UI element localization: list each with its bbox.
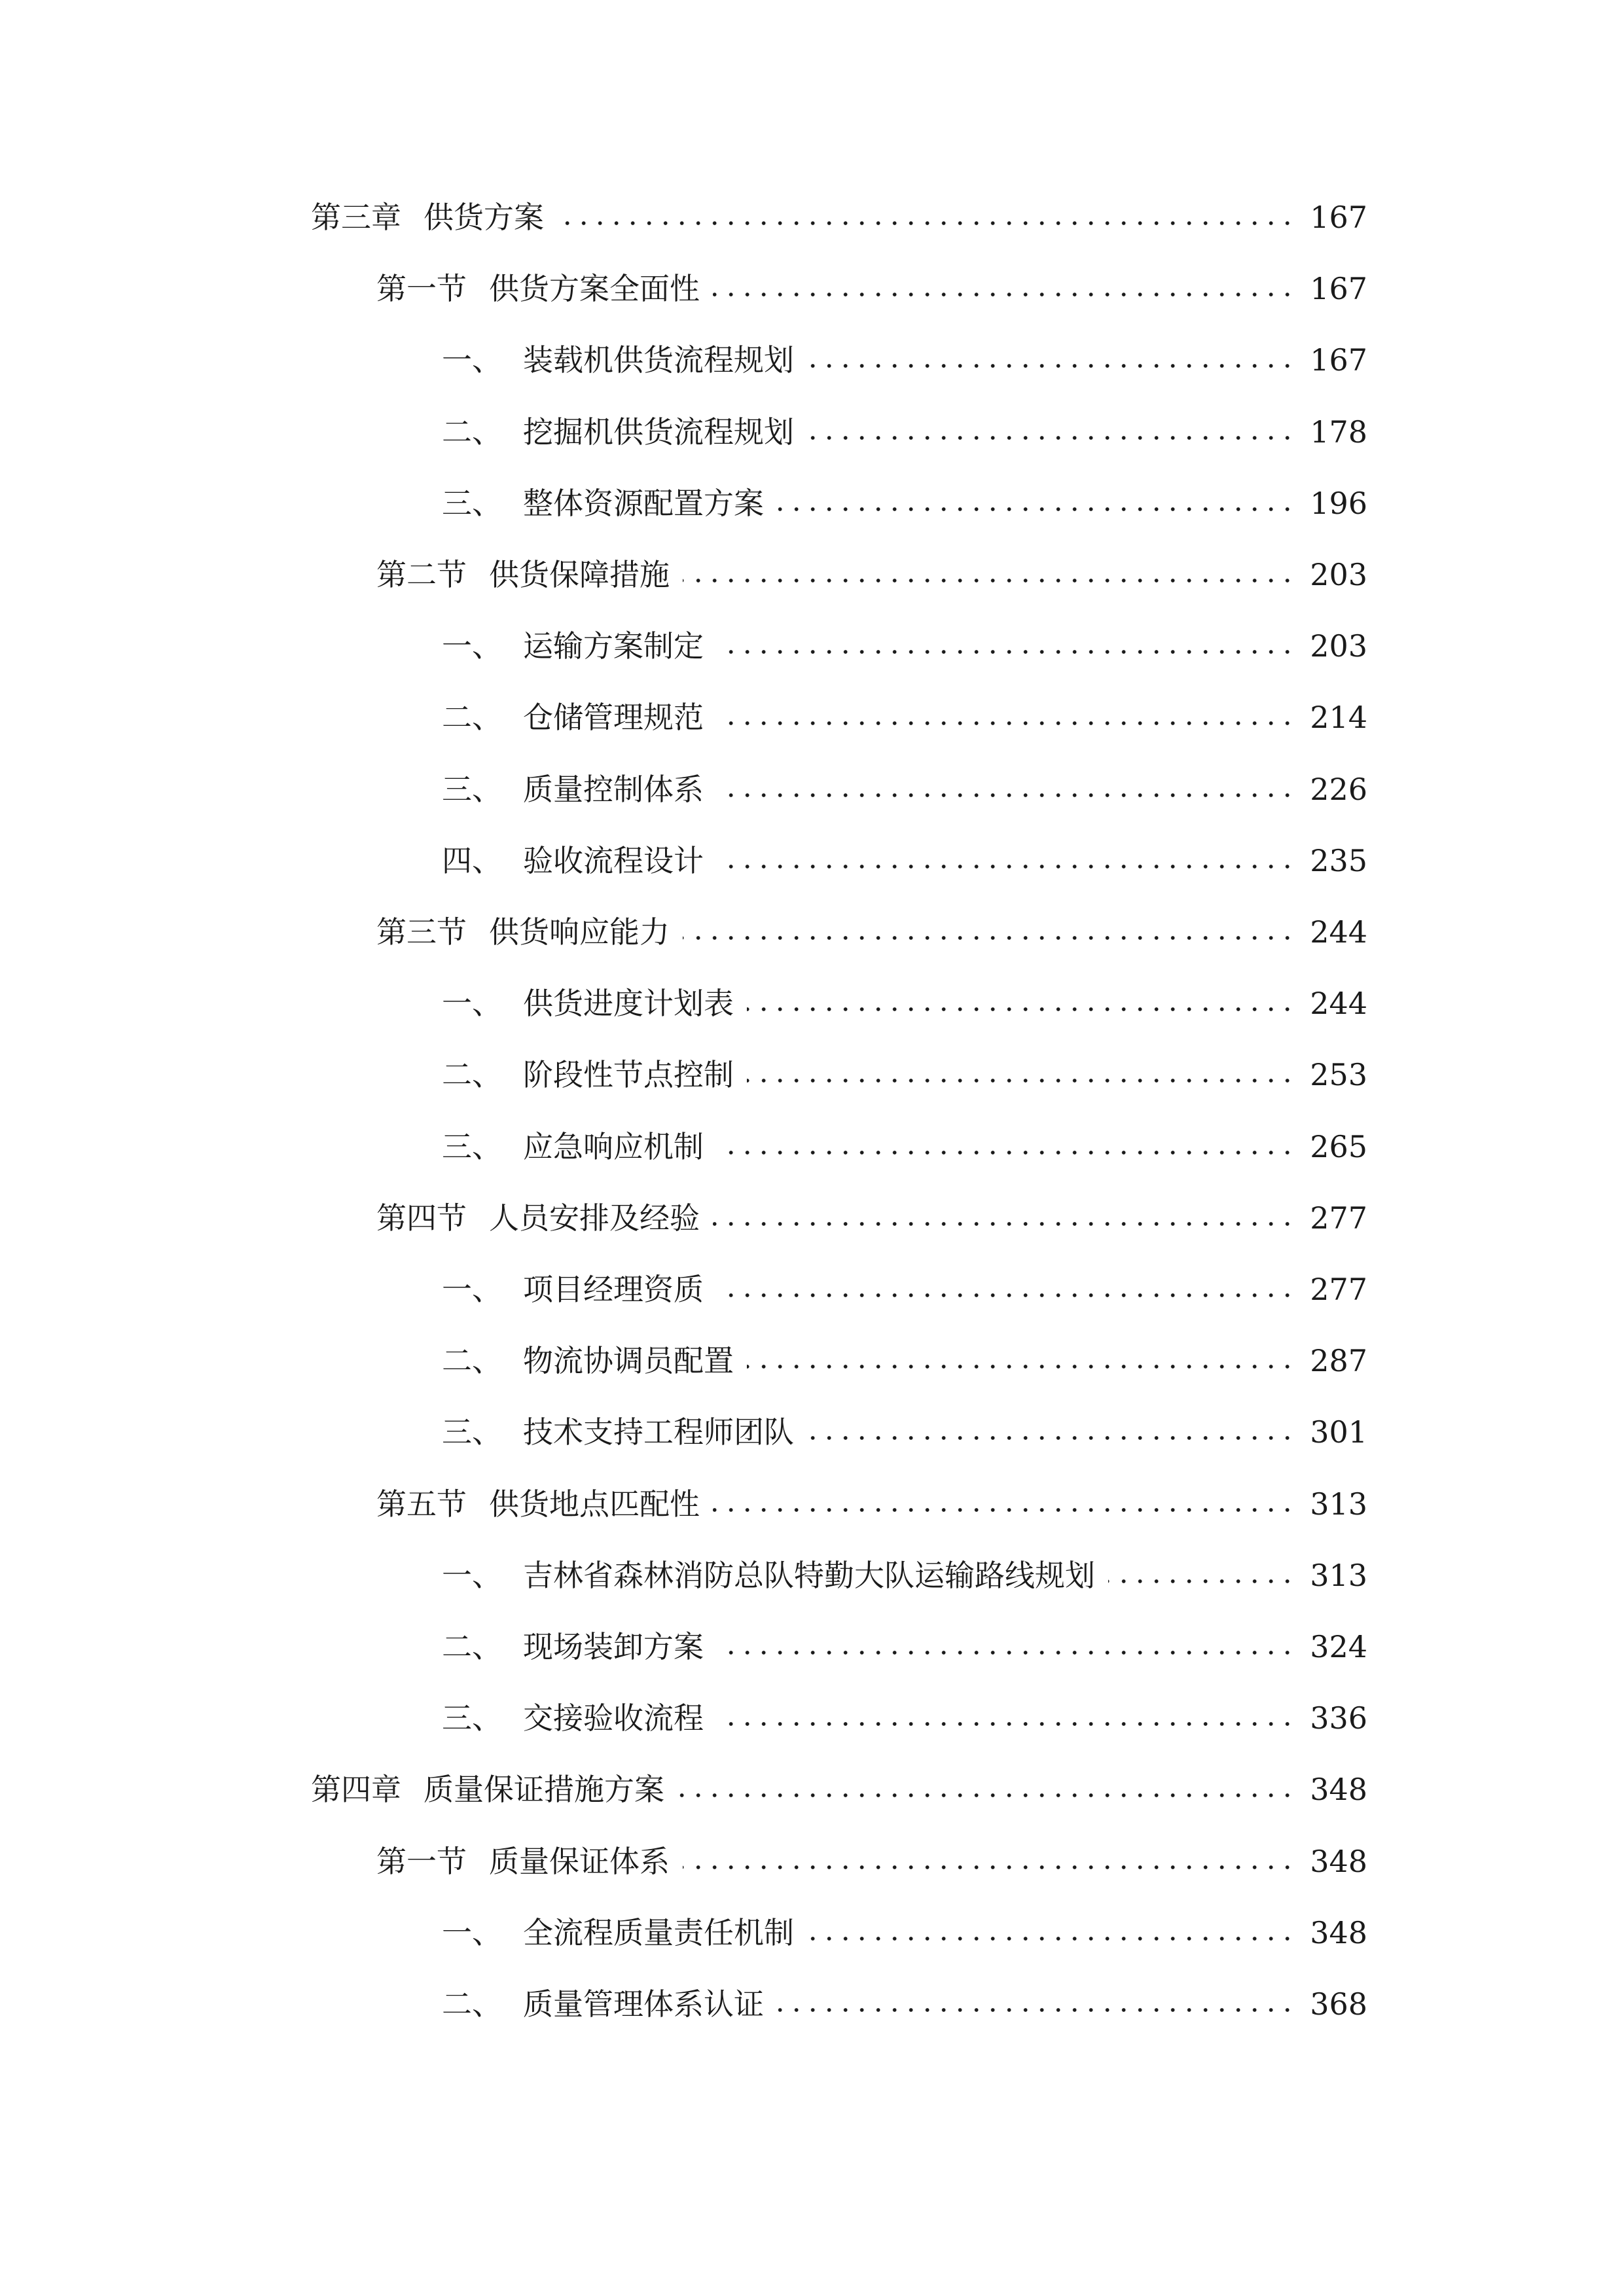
toc-entry-prefix: 第二节 bbox=[376, 557, 467, 592]
toc-entry-title: 验收流程设计 bbox=[523, 842, 704, 878]
toc-page-number: 196 bbox=[1310, 485, 1367, 521]
dot-leader bbox=[683, 1865, 1295, 1869]
toc-entry-title: 供货方案 bbox=[424, 200, 544, 235]
toc-entry-heading bbox=[376, 909, 670, 955]
dot-leader bbox=[747, 1365, 1295, 1369]
toc-subsection-entry[interactable] bbox=[442, 1052, 1367, 1098]
dot-leader bbox=[807, 1937, 1295, 1941]
toc-subsection-entry[interactable] bbox=[442, 409, 1367, 455]
toc-page-number: 265 bbox=[1310, 1128, 1367, 1164]
toc-entry-number: 三、 bbox=[442, 1128, 502, 1164]
toc-subsection-entry[interactable] bbox=[442, 980, 1367, 1026]
dot-leader bbox=[807, 364, 1295, 368]
toc-entry-number: 四、 bbox=[442, 842, 502, 878]
toc-entry-title: 项目经理资质 bbox=[523, 1272, 704, 1307]
toc-entry-number: 一、 bbox=[442, 342, 502, 378]
dot-leader bbox=[777, 2008, 1295, 2012]
toc-entry-number: 二、 bbox=[442, 1057, 502, 1093]
toc-entry-title: 整体资源配置方案 bbox=[523, 485, 764, 521]
toc-entry-number: 二、 bbox=[442, 1986, 502, 2022]
toc-entry-title: 人员安排及经验 bbox=[489, 1200, 700, 1236]
dot-leader bbox=[807, 1436, 1295, 1440]
toc-page-number: 301 bbox=[1310, 1414, 1367, 1450]
toc-page-number: 203 bbox=[1310, 557, 1367, 592]
toc-entry-heading bbox=[442, 1552, 1095, 1598]
dot-leader bbox=[683, 936, 1295, 940]
toc-entry-number: 一、 bbox=[442, 1914, 502, 1950]
toc-entry-title: 物流协调员配置 bbox=[523, 1343, 734, 1379]
toc-subsection-entry[interactable] bbox=[442, 1624, 1367, 1670]
toc-subsection-entry[interactable] bbox=[442, 1409, 1367, 1455]
toc-page-number: 313 bbox=[1310, 1557, 1367, 1593]
toc-entry-title: 质量保证措施方案 bbox=[424, 1772, 664, 1808]
toc-entry-number: 一、 bbox=[442, 1557, 502, 1593]
dot-leader bbox=[713, 293, 1295, 296]
toc-entry-heading bbox=[442, 766, 704, 812]
toc-page-number: 178 bbox=[1310, 414, 1367, 450]
toc-entry-number: 三、 bbox=[442, 771, 502, 807]
dot-leader bbox=[777, 507, 1295, 511]
toc-chapter-entry[interactable] bbox=[311, 1767, 1367, 1812]
dot-leader bbox=[807, 436, 1295, 440]
toc-page-number: 167 bbox=[1310, 342, 1367, 378]
toc-subsection-entry[interactable] bbox=[442, 480, 1367, 526]
toc-page-number: 287 bbox=[1310, 1343, 1367, 1379]
toc-entry-number: 三、 bbox=[442, 1700, 502, 1736]
dot-leader bbox=[747, 1007, 1295, 1011]
toc-entry-heading bbox=[442, 1981, 764, 2027]
toc-subsection-entry[interactable] bbox=[442, 1910, 1367, 1956]
toc-entry-number: 三、 bbox=[442, 1414, 502, 1450]
toc-section-entry[interactable] bbox=[376, 1839, 1367, 1884]
toc-page-number: 313 bbox=[1310, 1486, 1367, 1522]
toc-subsection-entry[interactable] bbox=[442, 766, 1367, 812]
toc-entry-heading bbox=[376, 1195, 700, 1241]
toc-entry-title: 交接验收流程 bbox=[523, 1700, 704, 1736]
toc-page-number: 348 bbox=[1310, 1843, 1367, 1879]
toc-page-number: 348 bbox=[1310, 1772, 1367, 1808]
toc-page-number: 277 bbox=[1310, 1200, 1367, 1236]
dot-leader bbox=[717, 721, 1295, 725]
toc-page-number: 277 bbox=[1310, 1272, 1367, 1307]
toc-entry-prefix: 第一节 bbox=[376, 271, 467, 307]
toc-section-entry[interactable] bbox=[376, 552, 1367, 598]
toc-entry-heading bbox=[442, 838, 704, 884]
dot-leader bbox=[717, 865, 1295, 869]
dot-leader bbox=[747, 1079, 1295, 1083]
toc-subsection-entry[interactable] bbox=[442, 1124, 1367, 1170]
toc-entry-number: 二、 bbox=[442, 1629, 502, 1664]
dot-leader bbox=[717, 1151, 1295, 1155]
toc-entry-title: 现场装卸方案 bbox=[523, 1629, 704, 1664]
toc-page-number: 244 bbox=[1310, 914, 1367, 950]
toc-page-number: 167 bbox=[1310, 200, 1367, 235]
toc-entry-title: 技术支持工程师团队 bbox=[523, 1414, 794, 1450]
toc-entry-heading bbox=[442, 1910, 794, 1956]
toc-entry-title: 装载机供货流程规划 bbox=[523, 342, 794, 378]
toc-section-entry[interactable] bbox=[376, 1195, 1367, 1241]
dot-leader bbox=[677, 1793, 1295, 1797]
toc-entry-title: 供货响应能力 bbox=[489, 914, 670, 950]
toc-entry-number: 一、 bbox=[442, 628, 502, 664]
toc-entry-heading bbox=[376, 1839, 670, 1884]
toc-page-number: 203 bbox=[1310, 628, 1367, 664]
dot-leader bbox=[717, 1722, 1295, 1726]
dot-leader bbox=[717, 793, 1295, 797]
toc-entry-heading bbox=[376, 1481, 700, 1527]
toc-entry-heading bbox=[442, 1124, 704, 1170]
toc-entry-heading bbox=[442, 694, 704, 740]
toc-entry-prefix: 第三节 bbox=[376, 914, 467, 950]
toc-entry-heading bbox=[442, 1409, 794, 1455]
toc-entry-number: 三、 bbox=[442, 485, 502, 521]
toc-entry-prefix: 第四节 bbox=[376, 1200, 467, 1236]
toc-entry-title: 运输方案制定 bbox=[523, 628, 704, 664]
toc-entry-heading bbox=[442, 1624, 704, 1670]
toc-entry-number: 一、 bbox=[442, 986, 502, 1022]
toc-subsection-entry[interactable] bbox=[442, 1695, 1367, 1741]
toc-entry-title: 吉林省森林消防总队特勤大队运输路线规划 bbox=[523, 1557, 1095, 1593]
toc-entry-heading bbox=[376, 266, 700, 312]
toc-entry-heading bbox=[442, 1266, 704, 1312]
toc-entry-heading bbox=[442, 337, 794, 383]
toc-page-number: 226 bbox=[1310, 771, 1367, 807]
toc-entry-heading bbox=[442, 409, 794, 455]
dot-leader bbox=[713, 1222, 1295, 1226]
toc-page-number: 336 bbox=[1310, 1700, 1367, 1736]
toc-entry-number: 二、 bbox=[442, 1343, 502, 1379]
toc-section-entry[interactable] bbox=[376, 909, 1367, 955]
toc-page-number: 253 bbox=[1310, 1057, 1367, 1093]
toc-entry-prefix: 第五节 bbox=[376, 1486, 467, 1522]
toc-entry-title: 应急响应机制 bbox=[523, 1128, 704, 1164]
toc-subsection-entry[interactable] bbox=[442, 1266, 1367, 1312]
toc-page-number: 244 bbox=[1310, 986, 1367, 1022]
dot-leader bbox=[1108, 1579, 1295, 1583]
toc-entry-prefix: 第三章 bbox=[311, 200, 401, 235]
toc-page-number: 324 bbox=[1310, 1629, 1367, 1664]
toc-entry-heading bbox=[442, 1338, 734, 1384]
dot-leader bbox=[683, 579, 1295, 583]
toc-subsection-entry[interactable] bbox=[442, 1981, 1367, 2027]
toc-page-number: 214 bbox=[1310, 700, 1367, 736]
toc-entry-title: 阶段性节点控制 bbox=[523, 1057, 734, 1093]
toc-entry-heading bbox=[442, 1695, 704, 1741]
toc-entry-title: 全流程质量责任机制 bbox=[523, 1914, 794, 1950]
toc-entry-title: 供货进度计划表 bbox=[523, 986, 734, 1022]
toc-entry-heading bbox=[442, 623, 704, 669]
toc-page-number: 368 bbox=[1310, 1986, 1367, 2022]
toc-entry-heading bbox=[442, 1052, 734, 1098]
toc-page-number: 235 bbox=[1310, 842, 1367, 878]
toc-entry-title: 质量管理体系认证 bbox=[523, 1986, 764, 2022]
toc-section-entry[interactable] bbox=[376, 1481, 1367, 1527]
toc-entry-prefix: 第四章 bbox=[311, 1772, 401, 1808]
toc-entry-heading bbox=[311, 1767, 664, 1812]
toc-subsection-entry[interactable] bbox=[442, 1552, 1367, 1598]
toc-entry-number: 二、 bbox=[442, 700, 502, 736]
toc-entry-heading bbox=[442, 480, 764, 526]
dot-leader bbox=[717, 650, 1295, 654]
toc-subsection-entry[interactable] bbox=[442, 838, 1367, 884]
toc-entry-title: 质量控制体系 bbox=[523, 771, 704, 807]
toc-section-entry[interactable] bbox=[376, 266, 1367, 312]
toc-entry-title: 挖掘机供货流程规划 bbox=[523, 414, 794, 450]
toc-entry-title: 供货地点匹配性 bbox=[489, 1486, 700, 1522]
toc-entry-title: 仓储管理规范 bbox=[523, 700, 704, 736]
toc-entry-number: 二、 bbox=[442, 414, 502, 450]
dot-leader bbox=[713, 1508, 1295, 1512]
toc-page-number: 348 bbox=[1310, 1914, 1367, 1950]
toc-entry-title: 供货保障措施 bbox=[489, 557, 670, 592]
toc-page-number: 167 bbox=[1310, 271, 1367, 307]
toc-entry-heading bbox=[311, 194, 544, 240]
toc-chapter-entry[interactable] bbox=[311, 194, 1367, 240]
toc-subsection-entry[interactable] bbox=[442, 623, 1367, 669]
dot-leader bbox=[557, 221, 1295, 225]
toc-entry-number: 一、 bbox=[442, 1272, 502, 1307]
toc-entry-heading bbox=[376, 552, 670, 598]
toc-entry-prefix: 第一节 bbox=[376, 1843, 467, 1879]
toc-subsection-entry[interactable] bbox=[442, 694, 1367, 740]
toc-entry-heading bbox=[442, 980, 734, 1026]
toc-subsection-entry[interactable] bbox=[442, 1338, 1367, 1384]
toc-entry-title: 质量保证体系 bbox=[489, 1843, 670, 1879]
toc-entry-title: 供货方案全面性 bbox=[489, 271, 700, 307]
dot-leader bbox=[717, 1651, 1295, 1655]
dot-leader bbox=[717, 1293, 1295, 1297]
toc-subsection-entry[interactable] bbox=[442, 337, 1367, 383]
